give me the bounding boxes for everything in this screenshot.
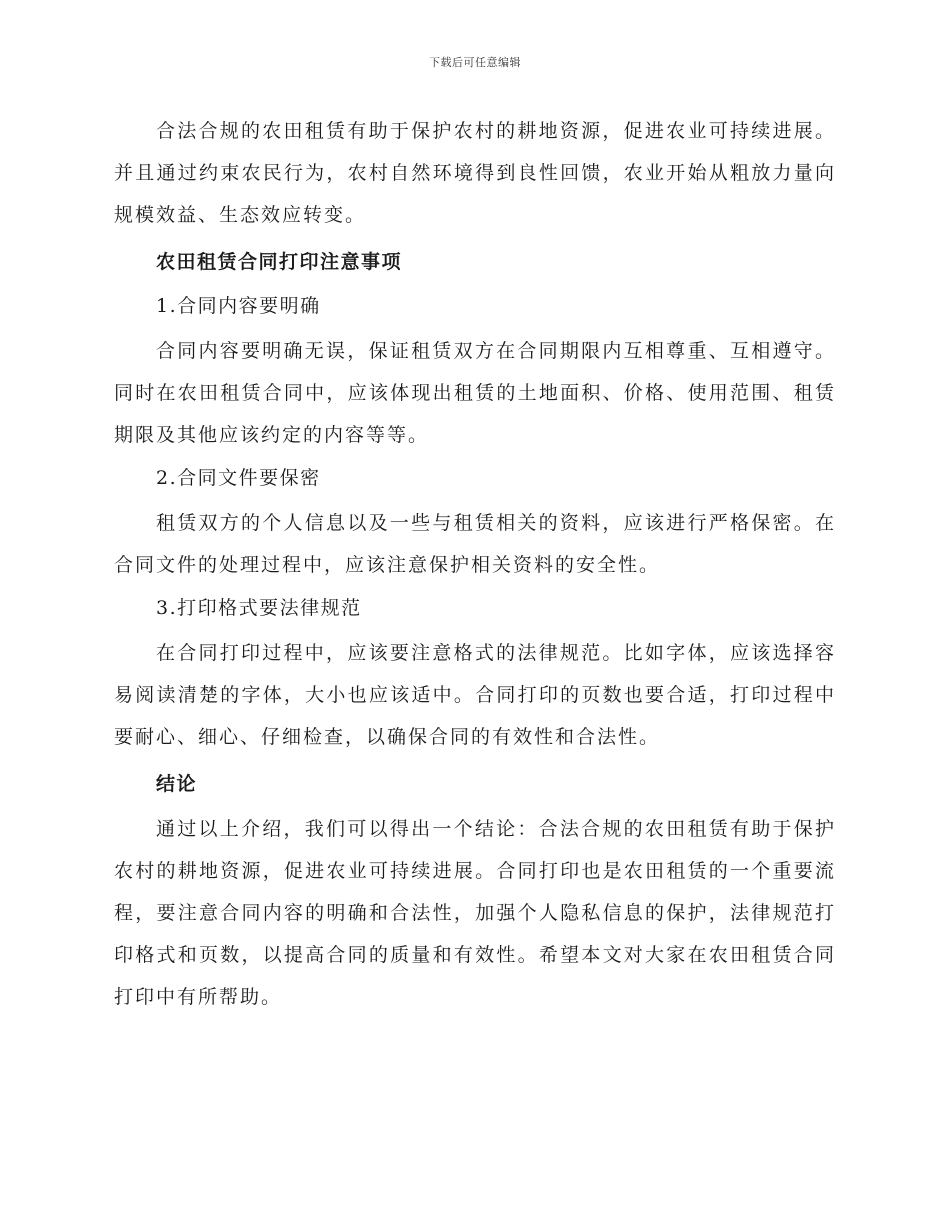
conclusion-heading: 结论	[156, 773, 198, 795]
item-2-body: 租赁双方的个人信息以及一些与租赁相关的资料，应该进行严格保密。在合同文件的处理过程中，应该注意保护相关资料的安全性。	[114, 512, 836, 576]
section-heading: 农田租赁合同打印注意事项	[156, 251, 403, 273]
item-2-title: 2.合同文件要保密	[156, 467, 321, 489]
intro-paragraph: 合法合规的农田租赁有助于保护农村的耕地资源，促进农业可持续进展。并且通过约束农民行为，农村自然环境得到良性回馈，农业开始从粗放力量向规模效益、生态效应转变。	[114, 120, 836, 226]
item-3-body: 在合同打印过程中，应该要注意格式的法律规范。比如字体，应该选择容易阅读清楚的字体，大小也应该适中。合同打印的页数也要合适，打印过程中要耐心、细心、仔细检查，以确保合同的有效性和合法性。	[114, 642, 836, 748]
item-3-title: 3.打印格式要法律规范	[156, 597, 362, 619]
item-1-body: 合同内容要明确无误，保证租赁双方在合同期限内互相尊重、互相遵守。同时在农田租赁合同中，应该体现出租赁的土地面积、价格、使用范围、租赁期限及其他应该约定的内容等等。	[114, 340, 836, 446]
header-note: 下载后可任意编辑	[429, 56, 521, 69]
document-body	[114, 110, 836, 1018]
conclusion-body: 通过以上介绍，我们可以得出一个结论：合法合规的农田租赁有助于保护农村的耕地资源，促进农业可持续进展。合同打印也是农田租赁的一个重要流程，要注意合同内容的明确和合法性，加强个人隐私信息的保护，法律规范打印格式和页数，以提高合同的质量和有效性。希望本文对大家在农田租赁合同打印中有所帮助。	[114, 818, 836, 1008]
item-1-title: 1.合同内容要明确	[156, 295, 321, 317]
